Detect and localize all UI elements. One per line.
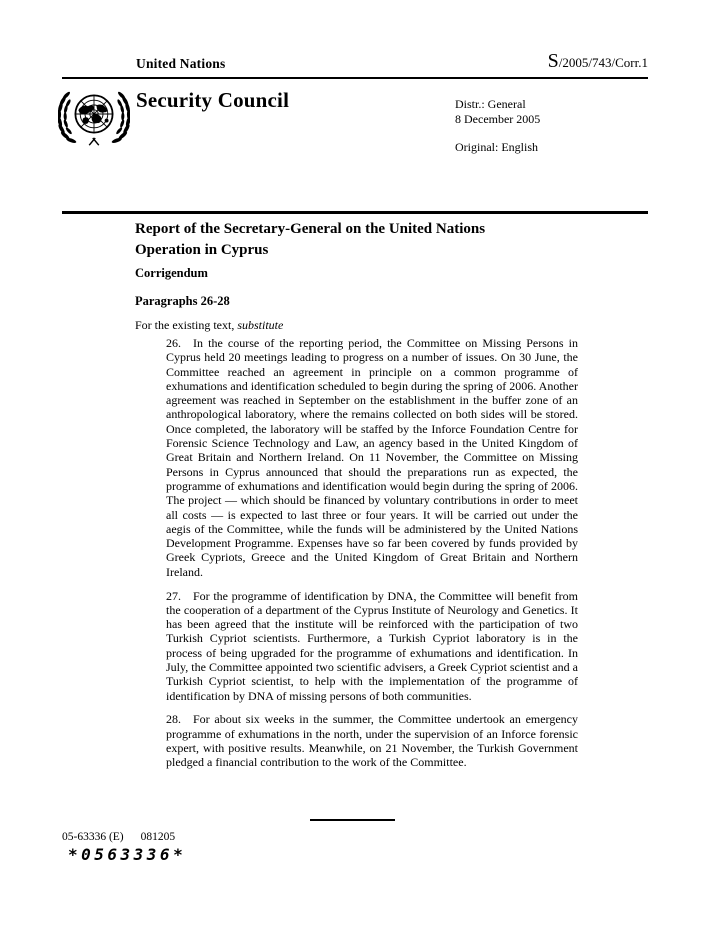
distribution-block (455, 97, 540, 155)
print-date-code: 081205 (140, 831, 176, 843)
olive-branch-right (111, 91, 130, 144)
paragraph-28-text: For about six weeks in the summer, the Committee undertook an emergency programme of exhumations in the north, under the supervision of an Inforce forensic expert, with positive results. Meanwhile, on 21 November, the Turkish Government pledged a financial contribution to the work of the Committee. (166, 712, 578, 770)
olive-branch-left (58, 91, 77, 144)
body-paragraphs (166, 336, 578, 779)
paragraph-26 (166, 336, 578, 579)
un-emblem-icon (58, 85, 130, 149)
instruction-emphasis: substitute (237, 318, 284, 332)
document-title-line2: Operation in Cyprus (135, 242, 269, 258)
document-title (135, 219, 585, 261)
org-label: United Nations (136, 56, 226, 71)
section-divider (62, 211, 648, 214)
distr-line: Distr.: General (455, 97, 526, 111)
paragraph-26-text: In the course of the reporting period, the Committee on Missing Persons in Cyprus held 20 meetings leading to progress on a number of issues. On 30 June, the Committee reached an agreement in principle on a common programme of exhumations and identification scheduled to begin during the spring of 2006. Another agreement was reached in September on the establishment in the buffer zone of an anthropological laboratory, where the remains collected on both sides will be stored. Once completed, the laboratory will be staffed by the Inforce Foundation Centre for Forensic Science Technology and Law, an agency based in the United Kingdom of Great Britain and Northern Ireland. On 11 November, the Committee on Missing Persons in Cyprus announced that should the preparations run as expected, the programme of exhumations and identification would begin during the spring of 2006. The project — which should be financed by voluntary contributions in order to meet all costs — is expected to last three or four years. It will be carried out under the aegis of the Committee, while the funds will be administered by the United Nations Development Programme. Expenses have so far been covered by funds provided by Greek Cypriots, Greece and the United Kingdom of Great Britain and Northern Ireland. (166, 336, 578, 579)
original-language-line: Original: English (455, 140, 538, 154)
paragraph-27-text: For the programme of identification by DNA, the Committee will benefit from the cooperation of a department of the Cyprus Institute of Neurology and Genetics. It has been agreed that the institute will be reinforced with the participation of two Turkish Cypriot scientists. Furthermore, a Turkish Cypriot laboratory is in the process of being upgraded for the programme of exhumations and identification. In July, the Committee appointed two scientific advisers, a Greek Cypriot scientist and a Turkish Cypriot scientist, to help with the implementation of the programme of identification by DNA of missing persons of both communities. (166, 588, 578, 703)
paragraph-27 (166, 589, 578, 703)
organ-name: Security Council (136, 88, 290, 112)
paragraph-28-number: 28. (166, 712, 181, 727)
paragraph-range-heading: Paragraphs 26-28 (135, 294, 230, 308)
document-symbol-prefix: S (547, 50, 559, 72)
instruction-prefix: For the existing text, (135, 318, 238, 332)
document-symbol (548, 50, 648, 73)
barcode-text: *0563336* (68, 845, 187, 864)
date-line: 8 December 2005 (455, 111, 541, 126)
corrigendum-heading: Corrigendum (135, 266, 208, 280)
document-symbol-rest: /2005/743/Corr.1 (558, 55, 648, 70)
paragraph-28 (166, 712, 578, 769)
footer-job-line (62, 831, 175, 843)
paragraph-27-number: 27. (166, 588, 181, 603)
paragraph-26-number: 26. (166, 336, 181, 350)
header-divider (62, 77, 648, 79)
substitute-instruction (135, 318, 283, 333)
job-number: 05-63336 (E) (62, 831, 124, 843)
end-of-text-rule (310, 819, 395, 821)
document-title-line1: Report of the Secretary-General on the United Nations (135, 221, 486, 237)
